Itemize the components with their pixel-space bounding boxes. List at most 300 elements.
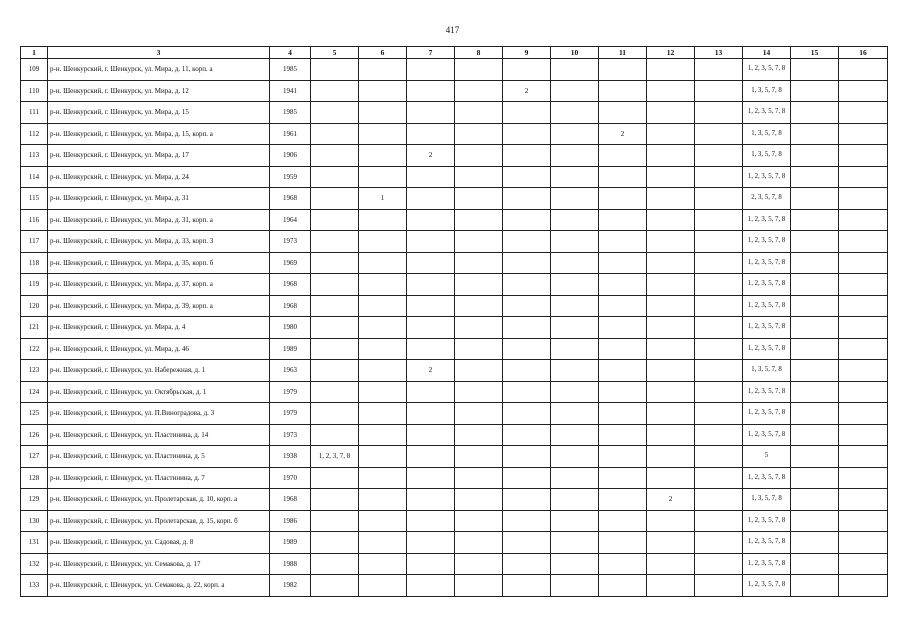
table-cell [647, 360, 695, 382]
table-cell [503, 274, 551, 296]
address-cell: р-н. Шенкурский, г. Шенкурск, ул. Мира, д. 11, корп. а [48, 59, 270, 81]
column-number-header: 8 [455, 47, 503, 59]
table-cell [551, 102, 599, 124]
table-cell [455, 360, 503, 382]
table-cell [359, 317, 407, 339]
table-cell [695, 553, 743, 575]
table-cell [695, 403, 743, 425]
row-number-cell: 131 [21, 532, 48, 554]
table-cell [647, 338, 695, 360]
table-cell [599, 102, 647, 124]
table-cell [359, 553, 407, 575]
table-cell: 1, 2, 3, 5, 7, 8 [743, 295, 791, 317]
table-cell [359, 338, 407, 360]
table-cell [791, 424, 839, 446]
table-row [21, 424, 888, 446]
address-cell: р-н. Шенкурский, г. Шенкурск, ул. Октябрьская, д. 1 [48, 381, 270, 403]
table-cell [695, 381, 743, 403]
row-number-cell: 120 [21, 295, 48, 317]
table-cell [503, 295, 551, 317]
table-cell [311, 338, 359, 360]
column-number-header: 9 [503, 47, 551, 59]
table-cell: 5 [743, 446, 791, 468]
table-cell [407, 510, 455, 532]
table-cell [359, 102, 407, 124]
table-cell [311, 102, 359, 124]
column-number-header: 12 [647, 47, 695, 59]
table-cell [695, 252, 743, 274]
column-number-header: 5 [311, 47, 359, 59]
table-cell [455, 102, 503, 124]
address-cell: р-н. Шенкурский, г. Шенкурск, ул. Мира, д. 33, корп. 3 [48, 231, 270, 253]
table-cell [503, 145, 551, 167]
table-cell [647, 317, 695, 339]
table-cell [839, 102, 888, 124]
table-cell [407, 575, 455, 597]
table-cell [551, 575, 599, 597]
housing-register-table [20, 46, 888, 597]
table-cell [695, 575, 743, 597]
table-cell [839, 123, 888, 145]
table-cell [407, 317, 455, 339]
table-cell [503, 403, 551, 425]
table-cell: 1, 2, 3, 5, 7, 8 [743, 532, 791, 554]
table-cell [839, 252, 888, 274]
table-cell [359, 231, 407, 253]
table-cell: 2 [407, 360, 455, 382]
table-cell [599, 209, 647, 231]
table-row [21, 532, 888, 554]
table-cell [503, 553, 551, 575]
table-cell [839, 575, 888, 597]
address-cell: р-н. Шенкурский, г. Шенкурск, ул. Мира, д. 46 [48, 338, 270, 360]
table-cell [647, 381, 695, 403]
table-cell [695, 532, 743, 554]
table-cell: 1, 3, 5, 7, 8 [743, 489, 791, 511]
table-cell [695, 209, 743, 231]
table-cell [311, 381, 359, 403]
table-cell [839, 446, 888, 468]
table-cell: 2, 3, 5, 7, 8 [743, 188, 791, 210]
table-cell: 1, 3, 5, 7, 8 [743, 360, 791, 382]
table-cell [503, 188, 551, 210]
table-cell [311, 510, 359, 532]
year-cell: 1979 [270, 381, 311, 403]
table-cell [647, 446, 695, 468]
table-row [21, 360, 888, 382]
table-cell [791, 317, 839, 339]
table-cell [791, 446, 839, 468]
table-cell: 1, 2, 3, 5, 7, 8 [743, 575, 791, 597]
table-cell [647, 510, 695, 532]
table-cell [599, 188, 647, 210]
row-number-cell: 113 [21, 145, 48, 167]
row-number-cell: 110 [21, 80, 48, 102]
table-cell [599, 80, 647, 102]
table-cell: 1, 2, 3, 5, 7, 8 [743, 338, 791, 360]
table-cell [311, 80, 359, 102]
address-cell: р-н. Шенкурский, г. Шенкурск, ул. Садовая, д. 8 [48, 532, 270, 554]
table-cell [359, 295, 407, 317]
year-cell: 1986 [270, 510, 311, 532]
table-cell [455, 252, 503, 274]
table-cell [551, 317, 599, 339]
table-cell [311, 123, 359, 145]
table-cell [503, 252, 551, 274]
year-cell: 1968 [270, 489, 311, 511]
table-cell [791, 295, 839, 317]
table-cell [695, 467, 743, 489]
table-row [21, 166, 888, 188]
table-cell [695, 188, 743, 210]
table-row [21, 59, 888, 81]
table-body [21, 59, 888, 597]
page-number: 417 [445, 25, 460, 35]
table-cell [455, 510, 503, 532]
table-cell: 2 [407, 145, 455, 167]
table-cell [503, 446, 551, 468]
table-row [21, 123, 888, 145]
table-cell [695, 338, 743, 360]
address-cell: р-н. Шенкурский, г. Шенкурск, ул. Семакова, д. 17 [48, 553, 270, 575]
table-cell [839, 274, 888, 296]
address-cell: р-н. Шенкурский, г. Шенкурск, ул. Набережная, д. 1 [48, 360, 270, 382]
table-row [21, 317, 888, 339]
row-number-cell: 126 [21, 424, 48, 446]
table-row [21, 145, 888, 167]
table-cell [503, 123, 551, 145]
table-cell [599, 532, 647, 554]
table-cell [551, 489, 599, 511]
column-number-header: 13 [695, 47, 743, 59]
table-cell [407, 295, 455, 317]
row-number-cell: 112 [21, 123, 48, 145]
table-cell [791, 59, 839, 81]
table-cell [359, 403, 407, 425]
table-cell [599, 317, 647, 339]
table-cell [839, 381, 888, 403]
table-cell [551, 381, 599, 403]
table-cell: 1, 3, 5, 7, 8 [743, 80, 791, 102]
table-cell [311, 231, 359, 253]
table-cell [599, 381, 647, 403]
table-cell [407, 403, 455, 425]
table-cell [359, 381, 407, 403]
column-number-header: 10 [551, 47, 599, 59]
table-cell [503, 424, 551, 446]
table-cell [359, 252, 407, 274]
year-cell: 1968 [270, 274, 311, 296]
table-cell [791, 489, 839, 511]
table-cell [791, 403, 839, 425]
table-cell [311, 553, 359, 575]
table-cell [695, 80, 743, 102]
table-cell [359, 145, 407, 167]
table-cell [551, 188, 599, 210]
table-cell [503, 231, 551, 253]
table-cell [503, 510, 551, 532]
table-cell [503, 467, 551, 489]
table-cell [359, 274, 407, 296]
address-cell: р-н. Шенкурский, г. Шенкурск, ул. Пролетарская, д. 15, корп. б [48, 510, 270, 532]
row-number-cell: 121 [21, 317, 48, 339]
table-cell [839, 209, 888, 231]
table-cell: 1, 2, 3, 5, 7, 8 [743, 424, 791, 446]
table-cell [647, 424, 695, 446]
table-cell [455, 381, 503, 403]
table-cell [407, 166, 455, 188]
table-cell [599, 467, 647, 489]
year-cell: 1973 [270, 424, 311, 446]
table-cell [407, 188, 455, 210]
table-cell [791, 360, 839, 382]
row-number-cell: 133 [21, 575, 48, 597]
table-cell [551, 231, 599, 253]
table-cell [599, 59, 647, 81]
column-number-row [21, 47, 888, 59]
table-cell: 1, 2, 3, 7, 8 [311, 446, 359, 468]
table-cell [503, 575, 551, 597]
table-cell [551, 446, 599, 468]
year-cell: 1970 [270, 467, 311, 489]
address-cell: р-н. Шенкурский, г. Шенкурск, ул. Мира, д. 31 [48, 188, 270, 210]
row-number-cell: 109 [21, 59, 48, 81]
address-cell: р-н. Шенкурский, г. Шенкурск, ул. Пластинина, д. 14 [48, 424, 270, 446]
row-number-cell: 130 [21, 510, 48, 532]
table-cell [599, 166, 647, 188]
year-cell: 1941 [270, 80, 311, 102]
table-cell [359, 575, 407, 597]
table-cell [839, 424, 888, 446]
table-row [21, 188, 888, 210]
table-cell [599, 403, 647, 425]
table-cell [311, 403, 359, 425]
table-cell [407, 381, 455, 403]
table-cell [839, 317, 888, 339]
address-cell: р-н. Шенкурский, г. Шенкурск, ул. Мира, д. 39, корп. а [48, 295, 270, 317]
row-number-cell: 132 [21, 553, 48, 575]
table-cell [455, 231, 503, 253]
table-cell [359, 59, 407, 81]
year-cell: 1982 [270, 575, 311, 597]
table-cell [551, 166, 599, 188]
year-cell: 1968 [270, 188, 311, 210]
table-cell [407, 467, 455, 489]
table-cell [839, 489, 888, 511]
table-cell: 1, 2, 3, 5, 7, 8 [743, 166, 791, 188]
table-cell [791, 80, 839, 102]
table-cell [599, 338, 647, 360]
table-cell [647, 145, 695, 167]
table-cell [695, 510, 743, 532]
table-cell [551, 295, 599, 317]
table-cell [839, 403, 888, 425]
table-cell: 1, 2, 3, 5, 7, 8 [743, 252, 791, 274]
row-number-cell: 111 [21, 102, 48, 124]
table-cell: 1, 2, 3, 5, 7, 8 [743, 317, 791, 339]
table-cell [455, 145, 503, 167]
table-cell [695, 231, 743, 253]
table-cell [311, 532, 359, 554]
table-cell [551, 553, 599, 575]
table-cell [551, 510, 599, 532]
address-cell: р-н. Шенкурский, г. Шенкурск, ул. Мира, д. 15 [48, 102, 270, 124]
table-cell: 1, 2, 3, 5, 7, 8 [743, 510, 791, 532]
table-cell [359, 424, 407, 446]
table-cell [503, 381, 551, 403]
table-cell [311, 59, 359, 81]
column-number-header: 6 [359, 47, 407, 59]
table-cell [455, 575, 503, 597]
table-cell [311, 166, 359, 188]
table-cell [551, 360, 599, 382]
table-row [21, 295, 888, 317]
row-number-cell: 114 [21, 166, 48, 188]
table-cell [695, 317, 743, 339]
table-cell [359, 166, 407, 188]
table-cell [455, 80, 503, 102]
table-cell [359, 209, 407, 231]
table-cell [791, 510, 839, 532]
column-number-header: 4 [270, 47, 311, 59]
table-cell [407, 80, 455, 102]
year-cell: 1959 [270, 166, 311, 188]
address-cell: р-н. Шенкурский, г. Шенкурск, ул. Семакова, д. 22, корп. а [48, 575, 270, 597]
table-cell [503, 59, 551, 81]
address-cell: р-н. Шенкурский, г. Шенкурск, ул. Мира, д. 24 [48, 166, 270, 188]
table-cell [599, 295, 647, 317]
table-cell [647, 209, 695, 231]
table-cell [791, 209, 839, 231]
year-cell: 1973 [270, 231, 311, 253]
year-cell: 1989 [270, 338, 311, 360]
table-cell [695, 145, 743, 167]
address-cell: р-н. Шенкурский, г. Шенкурск, ул. Мира, д. 37, корп. а [48, 274, 270, 296]
year-cell: 1968 [270, 295, 311, 317]
address-cell: р-н. Шенкурский, г. Шенкурск, ул. Пластинина, д. 7 [48, 467, 270, 489]
table-cell [599, 231, 647, 253]
table-cell [647, 403, 695, 425]
row-number-cell: 127 [21, 446, 48, 468]
table-cell [407, 489, 455, 511]
table-cell [359, 467, 407, 489]
table-cell [455, 188, 503, 210]
table-cell [839, 295, 888, 317]
table-cell [599, 446, 647, 468]
table-cell [599, 489, 647, 511]
table-cell [455, 274, 503, 296]
table-cell [791, 553, 839, 575]
year-cell: 1906 [270, 145, 311, 167]
table-cell [647, 274, 695, 296]
table-cell: 2 [599, 123, 647, 145]
table-cell [791, 575, 839, 597]
table-row [21, 575, 888, 597]
table-cell [791, 274, 839, 296]
table-cell [839, 231, 888, 253]
column-number-header: 7 [407, 47, 455, 59]
table-row [21, 209, 888, 231]
table-cell [791, 166, 839, 188]
table-cell [359, 80, 407, 102]
row-number-cell: 125 [21, 403, 48, 425]
table-cell [839, 145, 888, 167]
table-cell [551, 145, 599, 167]
table-cell: 1 [359, 188, 407, 210]
table-cell [839, 510, 888, 532]
row-number-cell: 128 [21, 467, 48, 489]
table-cell [407, 338, 455, 360]
table-cell [407, 252, 455, 274]
table-cell [311, 145, 359, 167]
table-cell [551, 123, 599, 145]
table-cell [695, 102, 743, 124]
year-cell: 1938 [270, 446, 311, 468]
table-cell: 1, 2, 3, 5, 7, 8 [743, 381, 791, 403]
table-cell [407, 123, 455, 145]
year-cell: 1963 [270, 360, 311, 382]
table-cell [455, 489, 503, 511]
table-cell [839, 188, 888, 210]
column-number-header: 15 [791, 47, 839, 59]
table-cell [311, 489, 359, 511]
table-cell [647, 532, 695, 554]
table-cell [455, 553, 503, 575]
table-cell [647, 467, 695, 489]
table-cell: 1, 2, 3, 5, 7, 8 [743, 231, 791, 253]
year-cell: 1980 [270, 317, 311, 339]
address-cell: р-н. Шенкурский, г. Шенкурск, ул. Мира, д. 15, корп. а [48, 123, 270, 145]
table-cell [599, 252, 647, 274]
table-cell [407, 102, 455, 124]
column-number-header: 11 [599, 47, 647, 59]
table-cell [791, 123, 839, 145]
table-cell [791, 532, 839, 554]
table-cell [695, 59, 743, 81]
table-cell [551, 424, 599, 446]
table-cell [551, 209, 599, 231]
table-cell [599, 274, 647, 296]
row-number-cell: 116 [21, 209, 48, 231]
table-cell [311, 317, 359, 339]
table-cell [503, 338, 551, 360]
table-cell [455, 446, 503, 468]
table-row [21, 403, 888, 425]
table-cell [551, 80, 599, 102]
table-cell [791, 381, 839, 403]
table-cell [359, 489, 407, 511]
table-cell [311, 360, 359, 382]
table-cell [455, 424, 503, 446]
row-number-cell: 118 [21, 252, 48, 274]
table-cell [503, 166, 551, 188]
address-cell: р-н. Шенкурский, г. Шенкурск, ул. Мира, д. 17 [48, 145, 270, 167]
table-cell [551, 274, 599, 296]
table-cell [695, 123, 743, 145]
table-cell [311, 188, 359, 210]
table-cell [647, 188, 695, 210]
table-cell [791, 467, 839, 489]
year-cell: 1988 [270, 553, 311, 575]
column-number-header: 3 [48, 47, 270, 59]
row-number-cell: 119 [21, 274, 48, 296]
table-cell [695, 446, 743, 468]
table-cell [839, 338, 888, 360]
address-cell: р-н. Шенкурский, г. Шенкурск, ул. Мира, д. 31, корп. а [48, 209, 270, 231]
table-cell: 1, 2, 3, 5, 7, 8 [743, 209, 791, 231]
table-cell [791, 102, 839, 124]
table-cell [503, 102, 551, 124]
